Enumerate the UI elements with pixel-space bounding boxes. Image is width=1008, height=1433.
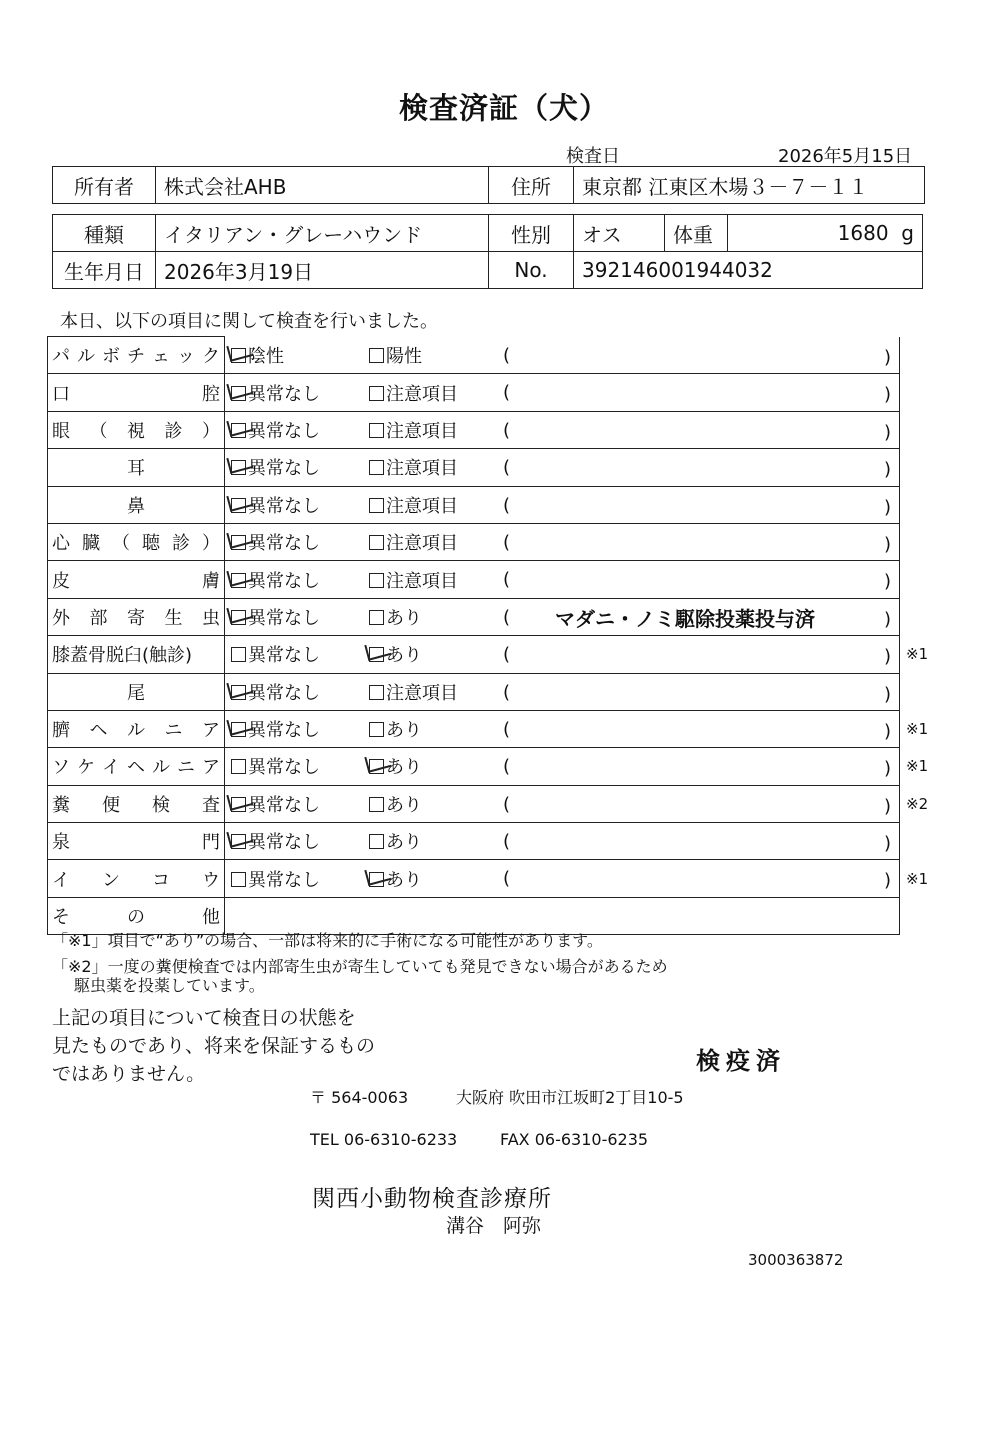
check-item-char: 臍: [52, 720, 70, 742]
footnote-mark: ※1: [906, 757, 929, 776]
check-item-char: ）: [202, 533, 220, 555]
paren-close: ): [883, 646, 891, 668]
check-item-char: 部: [89, 607, 108, 629]
option-abnormal: [369, 748, 499, 785]
paren-close: ): [883, 683, 891, 705]
check-row: [48, 636, 947, 673]
option-normal-label: 異常なし: [248, 420, 320, 442]
paren-open: (: [503, 494, 511, 516]
paren-close: ): [883, 571, 891, 593]
check-item-char: ル: [152, 757, 170, 779]
check-item-char: ケ: [77, 757, 95, 779]
check-item-char: ニ: [177, 757, 195, 779]
check-item-char: （: [112, 533, 130, 555]
check-item-char: ボ: [102, 346, 120, 368]
check-item-char: 心: [52, 533, 70, 555]
check-item-label: [52, 679, 220, 705]
paren-open: (: [503, 644, 511, 666]
checkbox: [231, 797, 246, 812]
check-note: [499, 860, 900, 897]
owner-table: [52, 166, 925, 204]
check-item-char: イ: [102, 757, 120, 779]
disclaimer-line: ではありません。: [52, 1063, 206, 1085]
check-note: [499, 673, 900, 710]
option-abnormal: [369, 337, 499, 374]
check-row: [48, 523, 947, 560]
inspection-stamp: 検疫済: [696, 1047, 786, 1075]
check-note: [499, 710, 900, 747]
address-value: 東京都 江東区木場３－７－１１: [574, 167, 925, 204]
footnote-mark: ※2: [906, 794, 929, 813]
clinic-address: 大阪府 吹田市江坂町2丁目10-5: [456, 1088, 684, 1107]
check-item: [48, 411, 225, 448]
check-row: [48, 561, 947, 598]
option-normal: [225, 598, 370, 635]
check-item-char: 臓: [82, 533, 100, 555]
check-item: [48, 449, 225, 486]
check-note: [499, 337, 900, 374]
check-item: [48, 860, 225, 897]
checks-table: [47, 336, 947, 935]
check-item: [48, 561, 225, 598]
check-item-char: 糞: [52, 794, 70, 816]
check-item-label: [52, 454, 220, 480]
check-item-char: 生: [164, 607, 183, 629]
other-field: [225, 897, 900, 934]
option-normal: [225, 860, 370, 897]
check-row: [48, 710, 947, 747]
check-note: [499, 785, 900, 822]
check-item-char: 聴: [142, 533, 160, 555]
check-item-label: [52, 529, 220, 555]
weight-unit: g: [901, 221, 914, 245]
check-item-label: [52, 716, 220, 742]
check-item-label: [52, 567, 220, 593]
paren-open: (: [503, 831, 511, 853]
check-item: [48, 523, 225, 560]
check-item-text: 耳: [127, 458, 145, 480]
check-note: [499, 523, 900, 560]
option-normal: [225, 486, 370, 523]
check-item-char: 寄: [127, 607, 145, 629]
paren-close: ): [883, 421, 891, 443]
checkbox: [231, 872, 246, 887]
check-item-char: チ: [127, 346, 145, 368]
check-item-char: ク: [202, 346, 220, 368]
weight-value: 1680: [837, 221, 889, 245]
check-item-char: 腔: [202, 383, 220, 405]
check-item-char: 眼: [52, 420, 70, 442]
check-note: [499, 561, 900, 598]
check-item-char: 皮: [52, 570, 70, 592]
disclaimer-line: 見たものであり、将来を保証するもの: [52, 1035, 376, 1057]
check-item-char: コ: [152, 869, 170, 891]
option-normal-label: 異常なし: [248, 682, 320, 704]
option-abnormal: [369, 636, 499, 673]
checkbox: [231, 573, 246, 588]
owner-value: 株式会社AHB: [156, 167, 489, 204]
check-item: [48, 673, 225, 710]
check-row: [48, 748, 947, 785]
other-label-char: 他: [202, 907, 220, 929]
checkbox: [369, 498, 384, 513]
check-item-label: [52, 791, 220, 817]
checkbox: [369, 348, 384, 363]
option-normal: [225, 523, 370, 560]
option-normal-label: 異常なし: [248, 458, 320, 480]
check-item-char: 視: [127, 420, 145, 442]
option-abnormal: [369, 823, 499, 860]
footnote-2-cont: 駆虫薬を投薬しています。: [74, 976, 265, 995]
other-label-char: そ: [52, 907, 70, 929]
disclaimer-line: 上記の項目について検査日の状態を: [52, 1007, 356, 1029]
option-abnormal-label: あり: [386, 645, 422, 667]
sex-label: 性別: [489, 215, 574, 252]
option-normal-label: 異常なし: [248, 495, 320, 517]
check-item-char: 口: [52, 383, 70, 405]
checkbox: [369, 685, 384, 700]
check-item: [48, 636, 225, 673]
checkbox: [231, 535, 246, 550]
check-item-label: [52, 604, 220, 630]
checkbox: [369, 759, 384, 774]
check-note: [499, 748, 900, 785]
checkbox: [231, 460, 246, 475]
option-abnormal-label: 注意項目: [386, 495, 458, 517]
check-item-char: ソ: [52, 757, 70, 779]
exam-date-value: 2026年5月15日: [778, 146, 913, 167]
footnote-mark: [900, 523, 947, 560]
option-abnormal-label: あり: [386, 794, 422, 816]
check-note: [499, 449, 900, 486]
check-item-char: ヘ: [127, 757, 145, 779]
footnote-mark: [900, 337, 947, 374]
check-item-char: ア: [202, 720, 220, 742]
option-normal: [225, 411, 370, 448]
paren-close: ): [883, 758, 891, 780]
option-normal-label: 異常なし: [248, 533, 320, 555]
option-abnormal: [369, 785, 499, 822]
check-item-char: 虫: [202, 607, 220, 629]
check-note: [499, 598, 900, 635]
option-normal: [225, 673, 370, 710]
check-item-char: 検: [152, 794, 170, 816]
option-abnormal: [369, 710, 499, 747]
check-item: [48, 823, 225, 860]
document-title: 検査済証（犬）: [398, 91, 609, 125]
dob-label: 生年月日: [53, 252, 156, 289]
other-label: [52, 903, 220, 929]
check-item-label: [52, 866, 220, 892]
check-item-label: [52, 753, 220, 779]
footnote-mark: [900, 673, 947, 710]
checkbox: [231, 348, 246, 363]
check-row: [48, 486, 947, 523]
checkbox: [231, 685, 246, 700]
paren-close: ): [883, 496, 891, 518]
option-abnormal: [369, 673, 499, 710]
option-abnormal-label: あり: [386, 607, 422, 629]
check-note: [499, 823, 900, 860]
footnote-2: 「※2」一度の糞便検査では内部寄生虫が寄生していても発見できない場合があるため: [52, 957, 668, 976]
disclaimer: [52, 1004, 375, 1088]
checkbox: [369, 535, 384, 550]
check-item-char: ヘ: [89, 720, 108, 742]
footnote-mark: [900, 897, 947, 934]
other-item: [48, 897, 225, 934]
option-normal: [225, 449, 370, 486]
option-abnormal-label: あり: [386, 720, 422, 742]
checkbox: [231, 386, 246, 401]
option-normal: [225, 561, 370, 598]
clinic-postal: 〒 564-0063: [310, 1088, 409, 1107]
intro-text: 本日、以下の項目に関して検査を行いました。: [60, 311, 438, 332]
footnote-mark: [900, 449, 947, 486]
check-item-char: 査: [202, 794, 220, 816]
paren-close: ): [883, 720, 891, 742]
check-row-other: [48, 897, 947, 934]
check-row: [48, 673, 947, 710]
paren-open: (: [503, 344, 511, 366]
option-abnormal-label: 注意項目: [386, 458, 458, 480]
option-abnormal: [369, 374, 499, 411]
checkbox: [369, 797, 384, 812]
checkbox: [231, 610, 246, 625]
option-normal-label: 異常なし: [248, 720, 320, 742]
vet-name: 溝谷 阿弥: [446, 1215, 542, 1237]
check-note: [499, 411, 900, 448]
check-row: [48, 860, 947, 897]
check-note: [499, 486, 900, 523]
checkbox: [369, 386, 384, 401]
option-normal: [225, 337, 370, 374]
paren-open: (: [503, 457, 511, 479]
check-item-label: [52, 641, 220, 667]
paren-close: ): [883, 608, 891, 630]
check-item-char: 診: [172, 533, 190, 555]
no-value: 392146001944032: [574, 252, 923, 289]
checkbox: [231, 498, 246, 513]
option-abnormal-label: 注意項目: [386, 570, 458, 592]
check-row: [48, 823, 947, 860]
check-item-char: 膚: [202, 570, 220, 592]
option-normal: [225, 785, 370, 822]
checkbox: [231, 834, 246, 849]
check-item-char: ル: [127, 720, 145, 742]
paren-open: (: [503, 569, 511, 591]
paren-open: (: [503, 681, 511, 703]
option-normal-label: 陰性: [248, 345, 284, 367]
option-normal-label: 異常なし: [248, 794, 320, 816]
check-row: [48, 411, 947, 448]
paren-open: (: [503, 718, 511, 740]
footnote-mark: ※1: [906, 645, 929, 664]
dob-value: 2026年3月19日: [156, 252, 489, 289]
check-item-label: [52, 417, 220, 443]
checkbox: [369, 834, 384, 849]
check-item-text: 尾: [127, 682, 145, 704]
option-abnormal: [369, 561, 499, 598]
footnote-mark: [900, 374, 947, 411]
option-abnormal: [369, 598, 499, 635]
option-normal: [225, 710, 370, 747]
clinic-tel: TEL 06-6310-6233: [310, 1130, 458, 1149]
paren-close: ): [883, 795, 891, 817]
weight-label: 体重: [665, 215, 728, 252]
checkbox: [369, 423, 384, 438]
footnote-mark: ※1: [906, 869, 929, 888]
serial-number: 3000363872: [748, 1251, 844, 1269]
checkbox: [231, 423, 246, 438]
check-row: [48, 598, 947, 635]
no-label: No.: [489, 252, 574, 289]
check-item-label: [52, 828, 220, 854]
option-abnormal-label: あり: [386, 832, 422, 854]
other-label-char: の: [127, 907, 145, 929]
option-abnormal: [369, 486, 499, 523]
weight-cell: [728, 215, 923, 252]
checkbox: [369, 872, 384, 887]
option-normal-label: 異常なし: [248, 832, 320, 854]
option-normal-label: 異常なし: [248, 383, 320, 405]
option-normal-label: 異常なし: [248, 570, 320, 592]
footnote-mark: [900, 561, 947, 598]
option-normal: [225, 374, 370, 411]
option-abnormal: [369, 449, 499, 486]
option-abnormal: [369, 523, 499, 560]
check-item-char: 診: [164, 420, 183, 442]
check-item-char: （: [89, 420, 108, 442]
paren-open: (: [503, 382, 511, 404]
check-item-char: 外: [52, 607, 70, 629]
paren-close: ): [883, 459, 891, 481]
option-abnormal-label: あり: [386, 869, 422, 891]
check-note: [499, 374, 900, 411]
checkbox: [369, 647, 384, 662]
check-item-char: ッ: [177, 346, 195, 368]
check-item-char: ェ: [152, 346, 170, 368]
address-label: 住所: [489, 167, 574, 204]
check-item-char: 門: [202, 832, 220, 854]
option-abnormal-label: 注意項目: [386, 420, 458, 442]
paren-open: (: [503, 606, 511, 628]
sex-value: オス: [574, 215, 665, 252]
check-item-char: パ: [52, 346, 70, 368]
check-item-char: ウ: [202, 869, 220, 891]
check-item-char: ン: [102, 869, 120, 891]
paren-close: ): [883, 533, 891, 555]
check-row: [48, 337, 947, 374]
breed-label: 種類: [53, 215, 156, 252]
paren-close: ): [883, 870, 891, 892]
check-row: [48, 374, 947, 411]
option-abnormal: [369, 860, 499, 897]
check-item-char: 便: [102, 794, 120, 816]
check-item: [48, 785, 225, 822]
option-abnormal-label: 注意項目: [386, 533, 458, 555]
check-item-char: ル: [77, 346, 95, 368]
footnote-mark: [900, 486, 947, 523]
option-abnormal-label: 注意項目: [386, 383, 458, 405]
option-normal-label: 異常なし: [248, 869, 320, 891]
paren-open: (: [503, 793, 511, 815]
clinic-name: 関西小動物検査診療所: [312, 1186, 552, 1212]
check-item-char: ニ: [164, 720, 183, 742]
check-item-text: 膝蓋骨脱臼(触診): [52, 645, 193, 667]
check-row: [48, 785, 947, 822]
check-item-text: 鼻: [127, 495, 145, 517]
option-normal-label: 異常なし: [248, 757, 320, 779]
check-item-char: ア: [202, 757, 220, 779]
paren-close: ): [883, 384, 891, 406]
check-item-label: [52, 492, 220, 518]
check-row: [48, 449, 947, 486]
note-text: マダニ・ノミ駆除投薬投与済: [555, 606, 815, 631]
paren-open: (: [503, 531, 511, 553]
option-normal: [225, 636, 370, 673]
owner-label: 所有者: [53, 167, 156, 204]
checkbox: [369, 573, 384, 588]
check-item-label: [52, 342, 220, 368]
breed-value: イタリアン・グレーハウンド: [156, 215, 489, 252]
paren-open: (: [503, 756, 511, 778]
check-item-char: イ: [52, 869, 70, 891]
check-item-char: 泉: [52, 832, 70, 854]
check-item: [48, 337, 225, 374]
option-normal: [225, 823, 370, 860]
clinic-fax: FAX 06-6310-6235: [500, 1130, 649, 1149]
check-item: [48, 374, 225, 411]
footnote-mark: ※1: [906, 720, 929, 739]
check-item: [48, 748, 225, 785]
option-normal: [225, 748, 370, 785]
footnote-mark: [900, 411, 947, 448]
checkbox: [231, 722, 246, 737]
paren-close: ): [883, 833, 891, 855]
option-normal-label: 異常なし: [248, 607, 320, 629]
option-abnormal-label: 陽性: [386, 345, 422, 367]
check-item-char: ）: [202, 420, 220, 442]
checkbox: [369, 722, 384, 737]
paren-open: (: [503, 419, 511, 441]
exam-date-label: 検査日: [566, 146, 620, 167]
check-item: [48, 710, 225, 747]
paren-open: (: [503, 868, 511, 890]
option-abnormal-label: あり: [386, 757, 422, 779]
option-abnormal: [369, 411, 499, 448]
footnote-mark: [900, 598, 947, 635]
checkbox: [369, 460, 384, 475]
check-item-label: [52, 380, 220, 406]
checkbox: [369, 610, 384, 625]
check-item: [48, 598, 225, 635]
animal-table: [52, 214, 923, 289]
checkbox: [231, 759, 246, 774]
check-note: [499, 636, 900, 673]
option-normal-label: 異常なし: [248, 645, 320, 667]
option-abnormal-label: 注意項目: [386, 682, 458, 704]
footnote-1: 「※1」項目で“あり”の場合、一部は将来的に手術になる可能性があります。: [52, 931, 603, 950]
check-item: [48, 486, 225, 523]
paren-close: ): [883, 346, 891, 368]
footnote-mark: [900, 823, 947, 860]
checkbox: [231, 647, 246, 662]
